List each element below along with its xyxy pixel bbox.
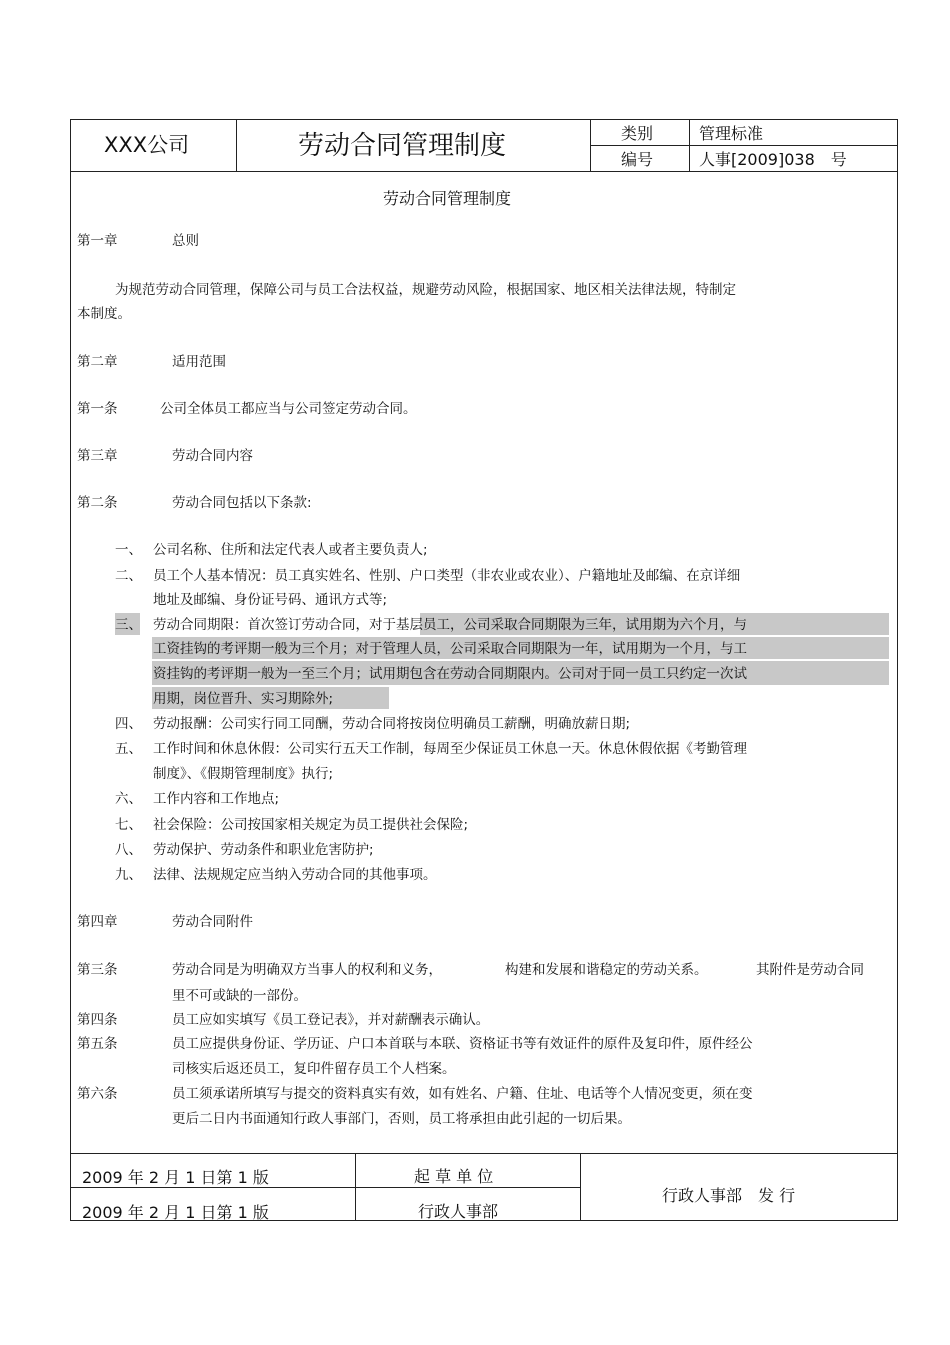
chapter-1-label: 第一章 bbox=[77, 233, 118, 249]
chapter-2-label: 第二章 bbox=[77, 354, 118, 370]
list-item-text: 社会保险：公司按国家相关规定为员工提供社会保险; bbox=[153, 817, 469, 833]
list-item-text: 法律、法规规定应当纳入劳动合同的其他事项。 bbox=[153, 867, 437, 883]
footer-date-line: 2009 年 2 月 1 日第 1 版 bbox=[82, 1168, 269, 1187]
document-title: 劳动合同管理制度 bbox=[383, 189, 512, 208]
list-item-text: 公司名称、住所和法定代表人或者主要负责人; bbox=[153, 542, 428, 558]
article-3-text: 构建和发展和谐稳定的劳动关系。 bbox=[505, 962, 708, 978]
chapter-4-title: 劳动合同附件 bbox=[172, 914, 253, 930]
list-item-number: 二、 bbox=[115, 568, 142, 584]
company-name: XXX公司 bbox=[104, 133, 190, 157]
footer-divider-1 bbox=[355, 1153, 356, 1221]
list-item-number: 八、 bbox=[115, 842, 142, 858]
list-item-number: 一、 bbox=[115, 542, 142, 558]
chapter-1-title: 总则 bbox=[172, 233, 199, 249]
article-4-text: 员工应如实填写《员工登记表》，并对薪酬表示确认。 bbox=[172, 1012, 490, 1028]
list-item-number: 九、 bbox=[115, 867, 142, 883]
article-5-text: 员工应提供身份证、学历证、户口本首联与本联、资格证书等有效证件的原件及复印件，原件经公 bbox=[172, 1036, 753, 1052]
article-6-text-cont: 更后二日内书面通知行政人事部门，否则，员工将承担由此引起的一切后果。 bbox=[172, 1111, 631, 1127]
header-mid-rule bbox=[590, 145, 898, 146]
header-divider-1 bbox=[236, 119, 237, 171]
draft-unit-label: 起 草 单 位 bbox=[414, 1167, 494, 1186]
chapter-3-label: 第三章 bbox=[77, 448, 118, 464]
chapter-4-label: 第四章 bbox=[77, 914, 118, 930]
list-item-text: 劳动保护、劳动条件和职业危害防护; bbox=[153, 842, 374, 858]
chapter-3-title: 劳动合同内容 bbox=[172, 448, 253, 464]
category-value: 管理标准 bbox=[699, 124, 764, 143]
number-label: 编号 bbox=[621, 150, 654, 169]
article-5-label: 第五条 bbox=[77, 1036, 118, 1052]
list-item-number: 四、 bbox=[115, 716, 142, 732]
category-label: 类别 bbox=[621, 124, 654, 143]
list-item-text: 劳动合同期限：首次签订劳动合同，对于基层员工，公司采取合同期限为三年，试用期为六个月，与 bbox=[153, 617, 747, 633]
list-item-number: 三、 bbox=[115, 617, 142, 633]
chapter-2-title: 适用范围 bbox=[172, 354, 226, 370]
list-item-number: 六、 bbox=[115, 791, 142, 807]
article-5-text-cont: 司核实后返还员工，复印件留存员工个人档案。 bbox=[172, 1061, 456, 1077]
article-3-label: 第三条 bbox=[77, 962, 118, 978]
article-6-label: 第六条 bbox=[77, 1086, 118, 1102]
article-1-text: 公司全体员工都应当与公司签定劳动合同。 bbox=[160, 401, 417, 417]
header-title: 劳动合同管理制度 bbox=[298, 131, 507, 161]
article-3-text: 其附件是劳动合同 bbox=[756, 962, 864, 978]
footer-divider-2 bbox=[580, 1153, 581, 1221]
chapter-1-paragraph-cont: 本制度。 bbox=[77, 306, 131, 322]
header-bottom-rule bbox=[70, 171, 898, 172]
article-3-text: 劳动合同是为明确双方当事人的权利和义务， bbox=[172, 962, 442, 978]
article-3-text-cont: 里不可或缺的一部份。 bbox=[172, 988, 307, 1004]
list-item-text: 制度》、《假期管理制度》执行; bbox=[153, 766, 334, 782]
article-6-text: 员工须承诺所填写与提交的资料真实有效，如有姓名、户籍、住址、电话等个人情况变更，须在变 bbox=[172, 1086, 753, 1102]
list-item-text: 工作内容和工作地点; bbox=[153, 791, 280, 807]
article-2-text: 劳动合同包括以下条款: bbox=[172, 495, 312, 511]
article-2-label: 第二条 bbox=[77, 495, 118, 511]
list-item-text: 工作时间和休息休假：公司实行五天工作制，每周至少保证员工休息一天。休息休假依据《考勤管理 bbox=[153, 741, 747, 757]
list-item-text: 工资挂钩的考评期一般为三个月；对于管理人员，公司采取合同期限为一年，试用期为一个月，与工 bbox=[153, 641, 747, 657]
list-item-number: 五、 bbox=[115, 741, 142, 757]
article-4-label: 第四条 bbox=[77, 1012, 118, 1028]
article-1-label: 第一条 bbox=[77, 401, 118, 417]
number-value: 人事[2009]038 号 bbox=[699, 150, 847, 169]
footer-date-line: 2009 年 2 月 1 日第 1 版 bbox=[82, 1203, 269, 1222]
list-item-text: 用期，岗位晋升、实习期除外; bbox=[153, 691, 334, 707]
issuer: 行政人事部 发 行 bbox=[662, 1186, 796, 1205]
footer-top-rule bbox=[70, 1153, 898, 1154]
list-item-text: 劳动报酬：公司实行同工同酬，劳动合同将按岗位明确员工薪酬，明确放薪日期; bbox=[153, 716, 631, 732]
draft-unit-value: 行政人事部 bbox=[418, 1202, 499, 1221]
list-item-text: 地址及邮编、身份证号码、通讯方式等; bbox=[153, 592, 388, 608]
list-item-text: 资挂钩的考评期一般为一至三个月；试用期包含在劳动合同期限内。公司对于同一员工只约定一次试 bbox=[153, 666, 747, 682]
chapter-1-paragraph: 为规范劳动合同管理，保障公司与员工合法权益，规避劳动风险，根据国家、地区相关法律法规，特制定 bbox=[115, 282, 736, 298]
list-item-text: 员工个人基本情况：员工真实姓名、性别、户口类型（非农业或农业）、户籍地址及邮编、在京详细 bbox=[153, 568, 741, 584]
list-item-number: 七、 bbox=[115, 817, 142, 833]
